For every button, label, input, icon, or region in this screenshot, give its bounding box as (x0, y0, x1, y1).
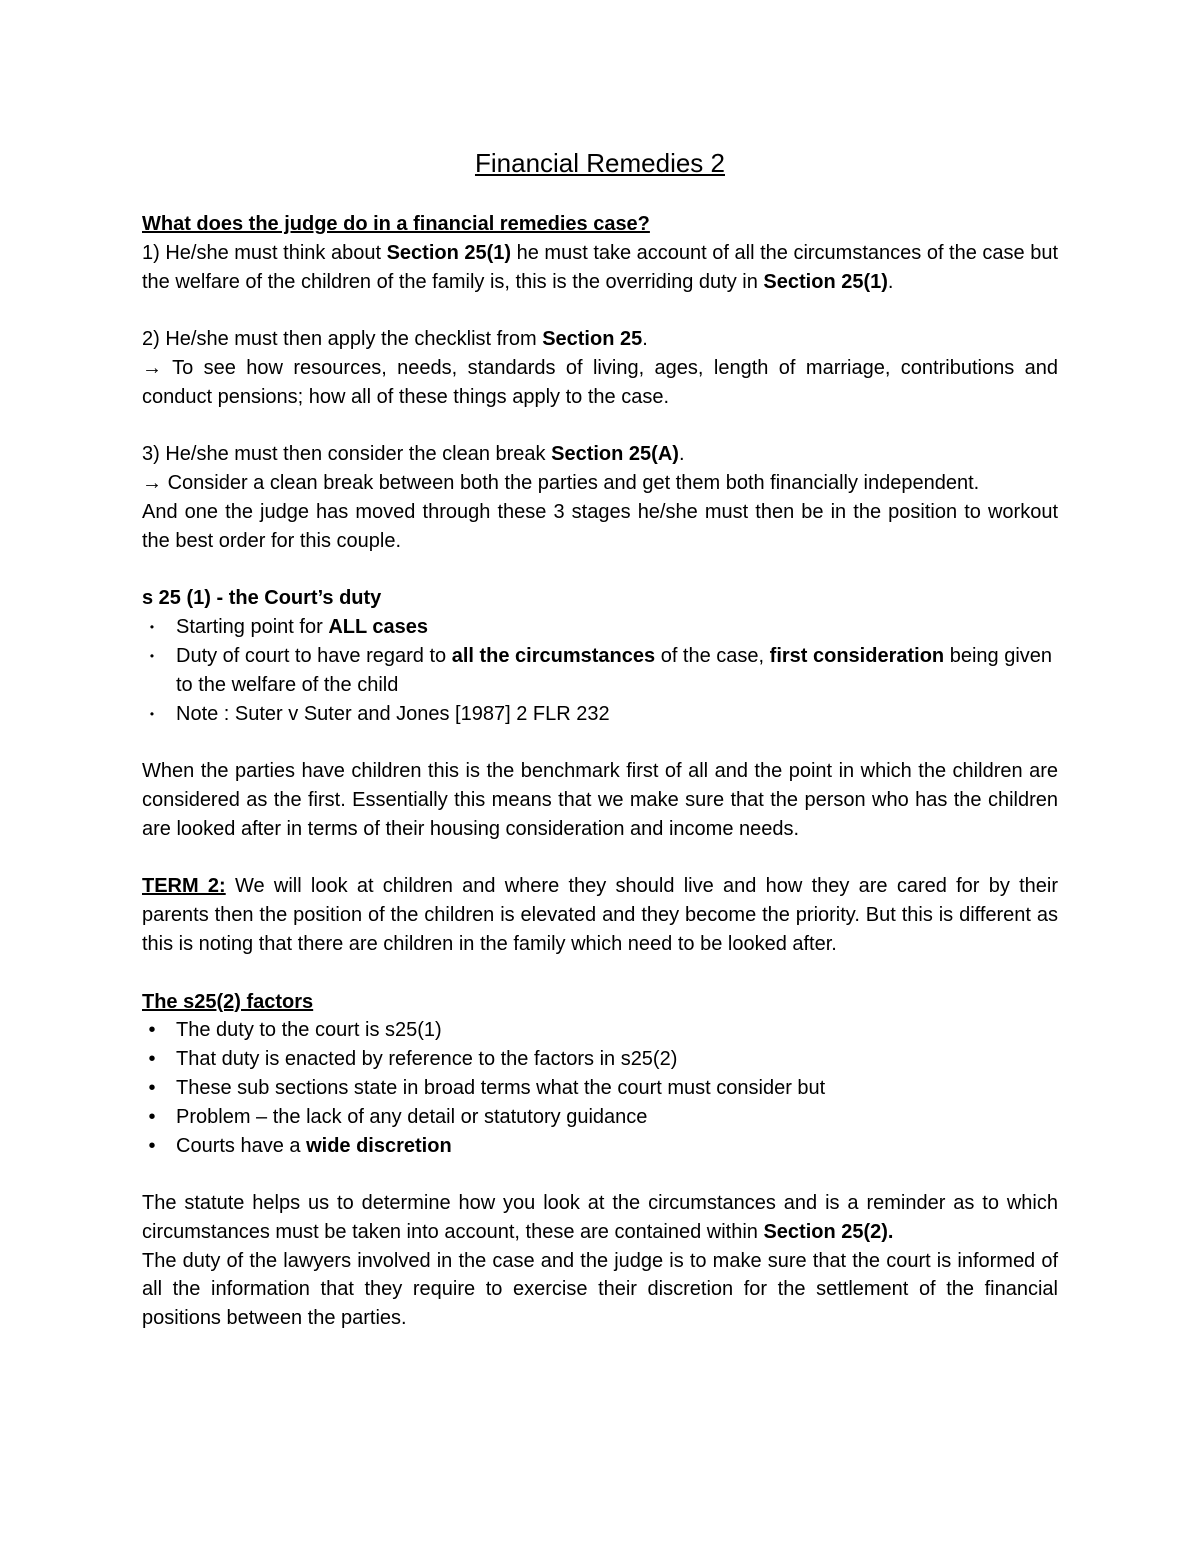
paragraph-lawyers-duty: The duty of the lawyers involved in the case and the judge is to make sure that the court is informed of all the information that they require to exercise their discretion for the settlement of the financial positions between the parties. (142, 1249, 1058, 1330)
list-item: • The duty to the court is s25(1) (142, 1016, 1058, 1045)
paragraph-step-1: 1) He/she must think about Section 25(1) he must take account of all the circumstances of the case but the welfare of the children of the family is, this is the overriding duty in Section 25(1). (142, 241, 1059, 293)
s25-2-bullet-list (142, 1016, 1058, 1160)
paragraph-benchmark: When the parties have children this is the benchmark first of all and the point in which the children are considered as the first. Essentially this means that we make sure that the person who has the children are looked after in terms of their housing consideration and income needs. (142, 760, 1058, 840)
bullet-icon: • (148, 1105, 156, 1128)
paragraph-step-3-more: And one the judge has moved through these 3 stages he/she must then be in the position to workout the best order for this couple. (142, 500, 1058, 552)
bullet-icon: • (149, 620, 155, 635)
bullet-icon: • (148, 1048, 156, 1071)
list-item: • Problem – the lack of any detail or statutory guidance (142, 1103, 1058, 1132)
list-item: • Starting point for ALL cases (142, 613, 1058, 642)
bullet-icon: • (148, 1019, 156, 1042)
bullet-icon: • (149, 706, 155, 721)
bullet-icon: • (148, 1076, 156, 1099)
arrow-right-icon: → (142, 472, 162, 495)
paragraph-step-2-detail: → To see how resources, needs, standards of living, ages, length of marriage, contributions and conduct pensions; how all of these things apply to the case. (142, 356, 1058, 408)
paragraph-step-3-detail: → Consider a clean break between both the parties and get them both financially independent. (142, 472, 980, 495)
bullet-icon: • (148, 1134, 156, 1157)
list-item: • That duty is enacted by reference to the factors in s25(2) (142, 1045, 1058, 1074)
section-heading-s25-1: s 25 (1) - the Court’s duty (142, 587, 382, 610)
paragraph-term-2: TERM 2: We will look at children and where they should live and how they are cared for by their parents then the position of the children is elevated and they become the priority. But this is different as this is noting that there are children in the family which need to be looked after. (142, 875, 1059, 955)
paragraph-step-3: 3) He/she must then consider the clean break Section 25(A). (142, 443, 685, 466)
paragraph-step-2: 2) He/she must then apply the checklist from Section 25. (142, 328, 648, 351)
arrow-right-icon: → (142, 356, 162, 379)
s25-1-bullet-list (142, 613, 1058, 728)
list-item: • Note : Suter v Suter and Jones [1987] 2 FLR 232 (142, 700, 1058, 729)
list-item: • These sub sections state in broad terms what the court must consider but (142, 1074, 1058, 1103)
page-title: Financial Remedies 2 (474, 148, 725, 178)
list-item: • Duty of court to have regard to all the circumstances of the case, first consideration being given to the welfare of the child (142, 642, 1058, 700)
list-item: • Courts have a wide discretion (142, 1132, 1058, 1161)
paragraph-statute: The statute helps us to determine how you look at the circumstances and is a reminder as to which circumstances must be taken into account, these are contained within Section 25(2). (142, 1192, 1058, 1243)
section-heading-judge: What does the judge do in a financial remedies case? (142, 213, 650, 235)
section-heading-s25-2: The s25(2) factors (142, 990, 314, 1013)
bullet-icon: • (149, 648, 155, 663)
